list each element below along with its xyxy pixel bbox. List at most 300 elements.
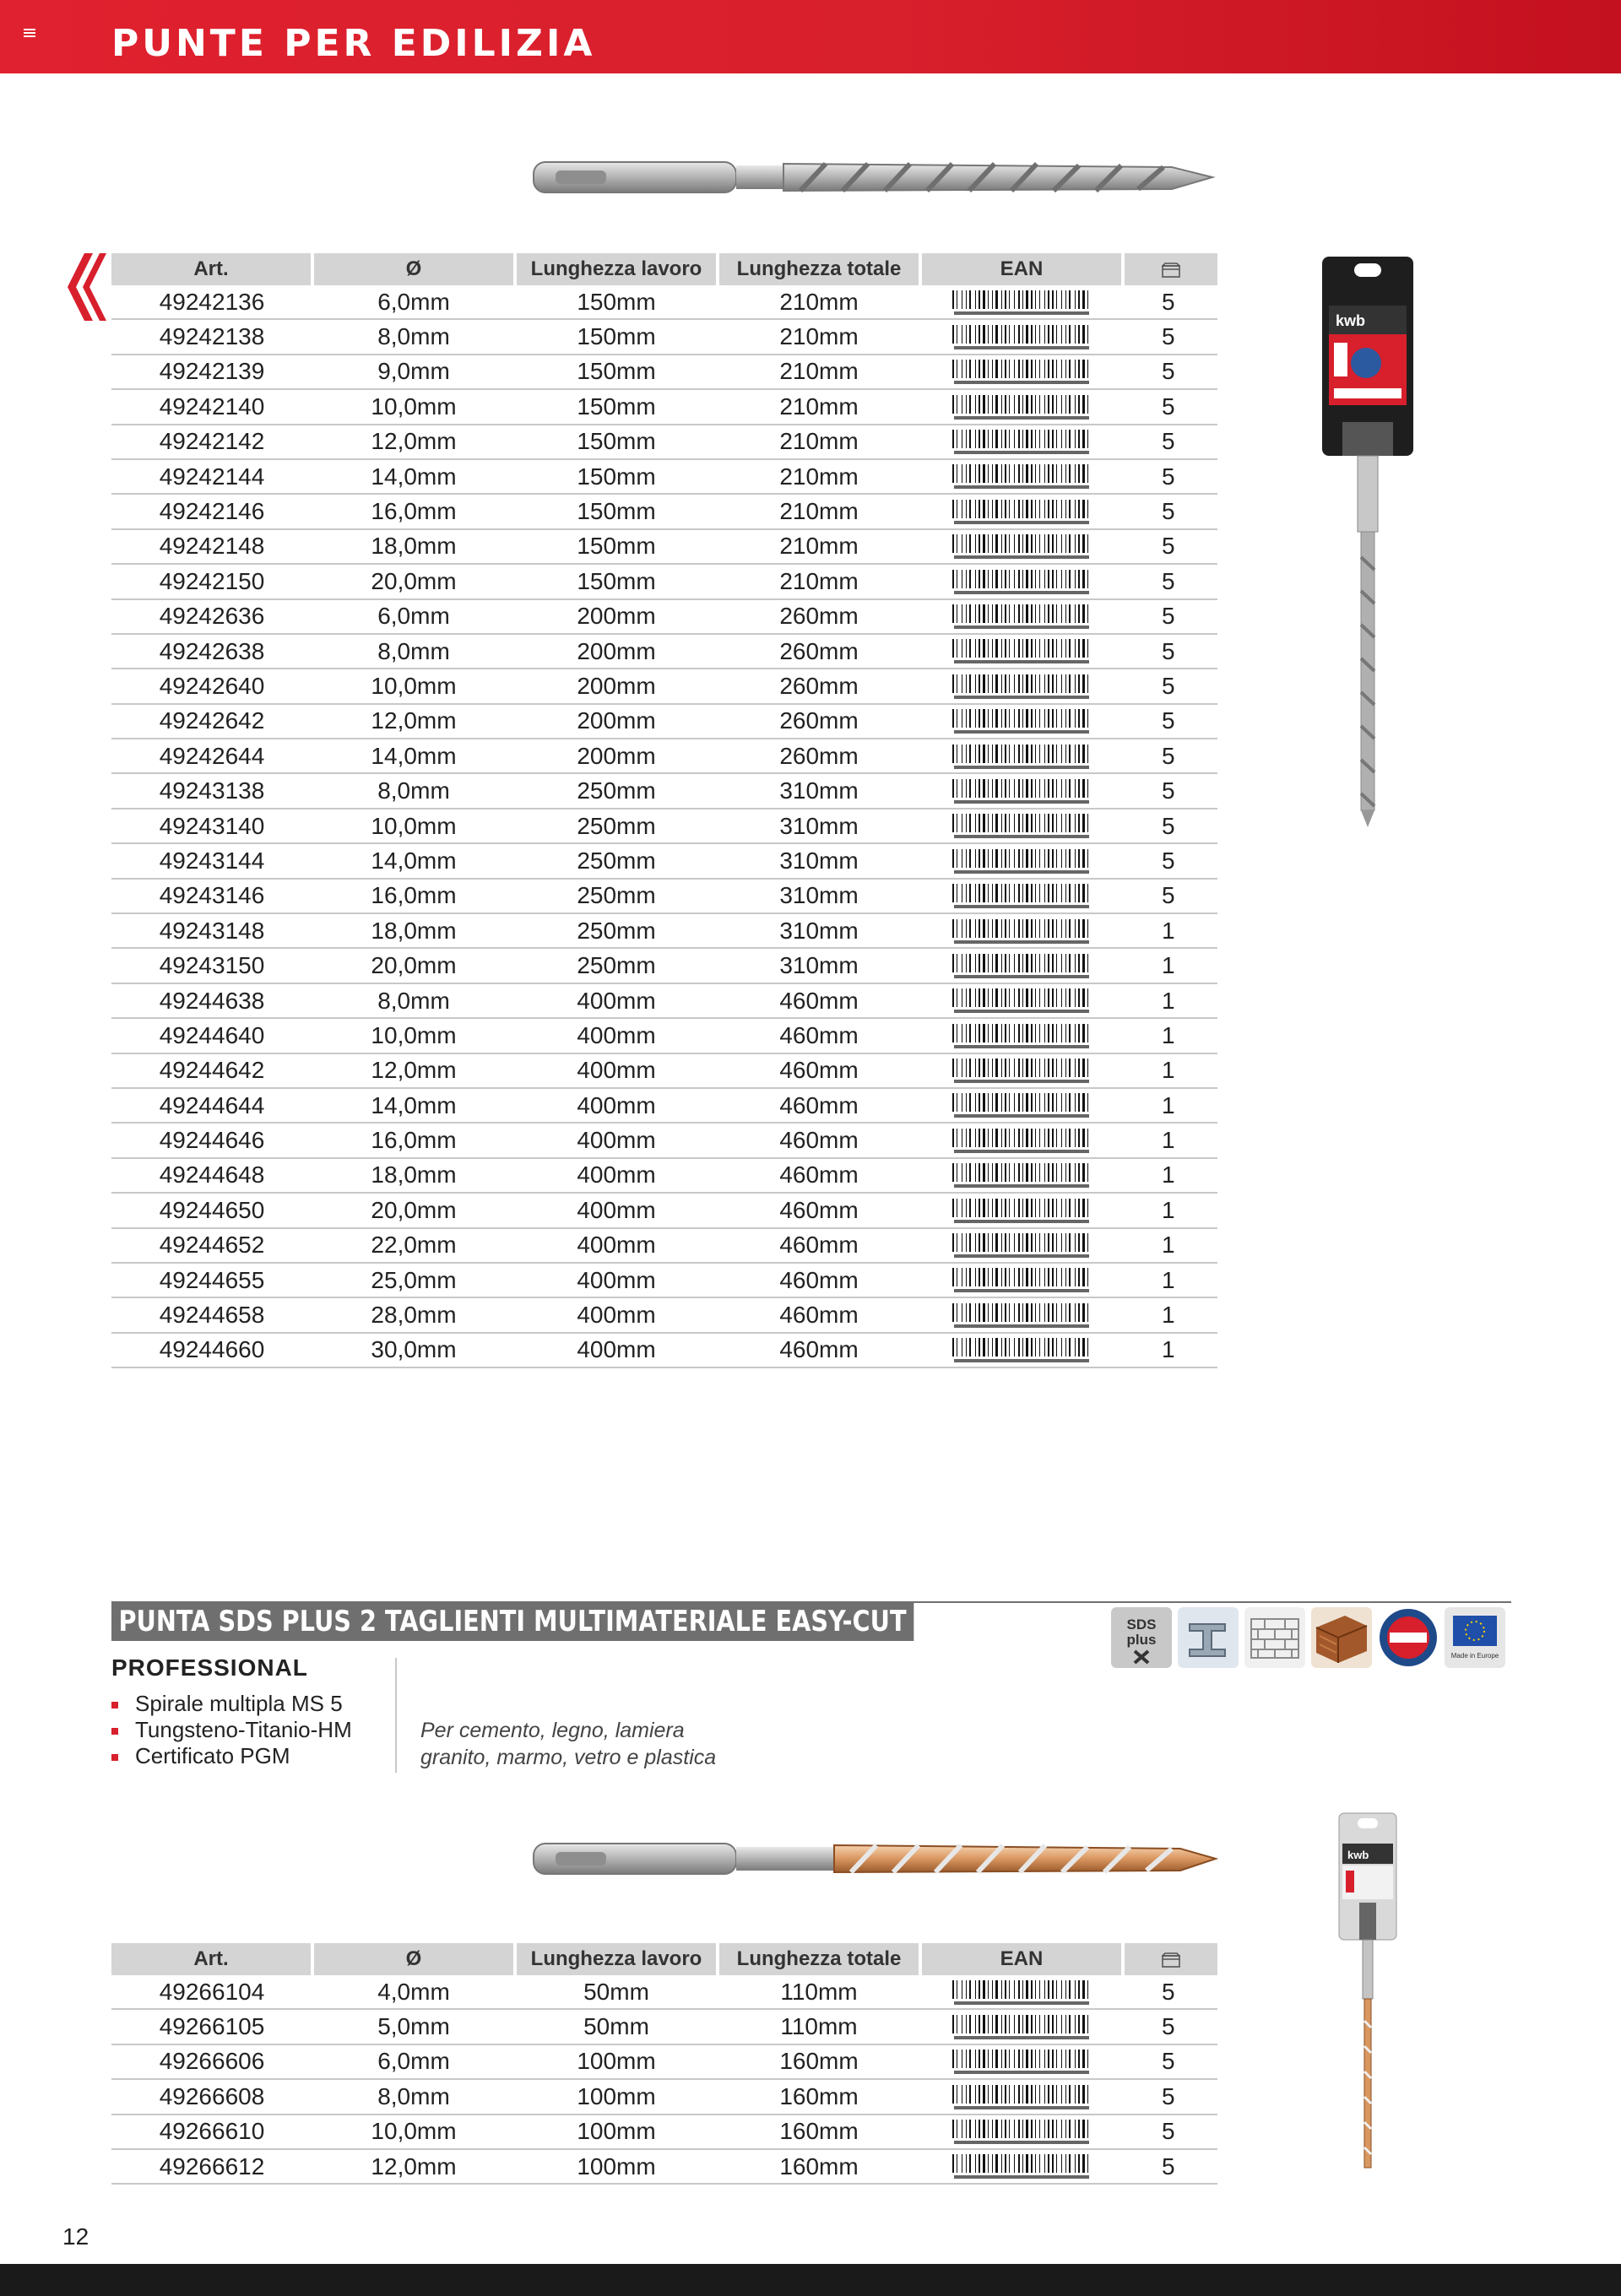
cell-working-length: 100mm	[515, 2079, 718, 2114]
cell-diameter: 16,0mm	[312, 1123, 515, 1157]
table-row	[111, 948, 1217, 983]
cell-working-length: 150mm	[515, 355, 718, 389]
barcode-icon	[951, 429, 1092, 456]
barcode-icon	[951, 324, 1092, 351]
cell-ean	[920, 319, 1123, 354]
table-row	[111, 2044, 1217, 2079]
cell-ean	[920, 529, 1123, 564]
cell-working-length: 400mm	[515, 1018, 718, 1053]
cell-total-length: 310mm	[718, 913, 920, 948]
cell-package-qty: 5	[1123, 879, 1217, 913]
barcode-icon	[951, 533, 1092, 560]
table-row	[111, 599, 1217, 634]
usage-text	[420, 1717, 716, 1771]
cell-ean	[920, 1333, 1123, 1367]
product-package-image	[1317, 253, 1418, 836]
cell-working-length: 400mm	[515, 983, 718, 1018]
cell-ean	[920, 773, 1123, 808]
cell-ean	[920, 2149, 1123, 2184]
cell-ean	[920, 669, 1123, 703]
cell-art: 49242144	[111, 459, 312, 494]
table-row	[111, 1333, 1217, 1367]
cell-package-qty: 5	[1123, 1975, 1217, 2009]
table-row	[111, 2009, 1217, 2044]
barcode-icon	[951, 988, 1092, 1015]
footer-bar	[0, 2264, 1621, 2296]
table-row	[111, 634, 1217, 669]
cell-art: 49243138	[111, 773, 312, 808]
feature-item: Spirale multipla MS 5	[111, 1691, 352, 1717]
cell-diameter: 14,0mm	[312, 459, 515, 494]
cell-diameter: 8,0mm	[312, 2079, 515, 2114]
table-row	[111, 809, 1217, 843]
barcode-icon	[951, 290, 1092, 317]
cell-package-qty: 5	[1123, 564, 1217, 598]
cell-ean	[920, 1975, 1123, 2009]
cell-total-length: 210mm	[718, 425, 920, 459]
cell-diameter: 30,0mm	[312, 1333, 515, 1367]
cell-package-qty: 5	[1123, 2009, 1217, 2044]
cell-diameter: 18,0mm	[312, 529, 515, 564]
table-row	[111, 1975, 1217, 2009]
cell-package-qty: 5	[1123, 355, 1217, 389]
cell-art: 49266606	[111, 2044, 312, 2079]
cell-diameter: 10,0mm	[312, 1018, 515, 1053]
cell-ean	[920, 739, 1123, 773]
cell-art: 49244650	[111, 1193, 312, 1227]
cell-working-length: 150mm	[515, 459, 718, 494]
cell-art: 49242640	[111, 669, 312, 703]
barcode-icon	[951, 1128, 1092, 1155]
cell-package-qty: 5	[1123, 425, 1217, 459]
cell-ean	[920, 425, 1123, 459]
cell-working-length: 200mm	[515, 739, 718, 773]
cell-working-length: 400mm	[515, 1053, 718, 1088]
cell-working-length: 250mm	[515, 809, 718, 843]
cell-ean	[920, 1158, 1123, 1193]
barcode-icon	[951, 1979, 1092, 2006]
section-title: PUNTA SDS PLUS 2 TAGLIENTI MULTIMATERIALE EASY-CUT	[111, 1602, 914, 1641]
cell-diameter: 10,0mm	[312, 809, 515, 843]
cell-working-length: 400mm	[515, 1263, 718, 1297]
table-row	[111, 529, 1217, 564]
cell-package-qty: 1	[1123, 1333, 1217, 1367]
col-header-total-length: Lunghezza totale	[718, 253, 920, 285]
barcode-icon	[951, 638, 1092, 665]
col-header-working-length: Lunghezza lavoro	[515, 1943, 718, 1975]
cell-total-length: 160mm	[718, 2115, 920, 2149]
eu-flag-icon	[1445, 1607, 1505, 1668]
cell-diameter: 6,0mm	[312, 285, 515, 319]
barcode-icon	[951, 569, 1092, 596]
cell-art: 49242140	[111, 389, 312, 424]
cell-diameter: 14,0mm	[312, 1088, 515, 1123]
cell-total-length: 210mm	[718, 319, 920, 354]
cell-art: 49244658	[111, 1297, 312, 1332]
cell-working-length: 100mm	[515, 2044, 718, 2079]
barcode-icon	[951, 918, 1092, 945]
barcode-icon	[951, 394, 1092, 421]
drill-bit-image	[530, 150, 1219, 204]
cell-ean	[920, 1088, 1123, 1123]
cell-art: 49244642	[111, 1053, 312, 1088]
cell-diameter: 12,0mm	[312, 2149, 515, 2184]
col-header-ean: EAN	[920, 253, 1123, 285]
svg-text:Made in Europe: Made in Europe	[1450, 1652, 1499, 1660]
cell-package-qty: 5	[1123, 2044, 1217, 2079]
cell-working-length: 400mm	[515, 1297, 718, 1332]
cell-package-qty: 5	[1123, 739, 1217, 773]
cell-working-length: 250mm	[515, 879, 718, 913]
cell-ean	[920, 355, 1123, 389]
cell-ean	[920, 1053, 1123, 1088]
cell-art: 49266612	[111, 2149, 312, 2184]
cell-package-qty: 5	[1123, 2115, 1217, 2149]
cell-art: 49244648	[111, 1158, 312, 1193]
cell-art: 49244644	[111, 1088, 312, 1123]
barcode-icon	[951, 813, 1092, 840]
cell-total-length: 210mm	[718, 529, 920, 564]
cell-ean	[920, 704, 1123, 739]
barcode-icon	[951, 1023, 1092, 1050]
product-package-image	[1334, 1810, 1401, 2181]
cell-art: 49242148	[111, 529, 312, 564]
table-row	[111, 879, 1217, 913]
table-row	[111, 1158, 1217, 1193]
cell-ean	[920, 634, 1123, 669]
svg-text:SDS: SDS	[1126, 1616, 1157, 1633]
cell-diameter: 20,0mm	[312, 948, 515, 983]
cell-art: 49242638	[111, 634, 312, 669]
cell-ean	[920, 809, 1123, 843]
cell-art: 49243148	[111, 913, 312, 948]
cell-total-length: 160mm	[718, 2149, 920, 2184]
barcode-icon	[951, 2049, 1092, 2076]
table-row	[111, 773, 1217, 808]
cell-diameter: 10,0mm	[312, 669, 515, 703]
cell-package-qty: 5	[1123, 285, 1217, 319]
cell-working-length: 250mm	[515, 913, 718, 948]
cell-diameter: 16,0mm	[312, 879, 515, 913]
table-row	[111, 2079, 1217, 2114]
cell-working-length: 400mm	[515, 1333, 718, 1367]
barcode-icon	[951, 744, 1092, 771]
cell-art: 49243140	[111, 809, 312, 843]
cell-working-length: 250mm	[515, 948, 718, 983]
cell-working-length: 400mm	[515, 1193, 718, 1227]
cell-diameter: 18,0mm	[312, 913, 515, 948]
cell-total-length: 210mm	[718, 494, 920, 528]
cell-working-length: 200mm	[515, 704, 718, 739]
cell-total-length: 460mm	[718, 1088, 920, 1123]
table-row	[111, 669, 1217, 703]
cell-total-length: 310mm	[718, 773, 920, 808]
cell-diameter: 10,0mm	[312, 389, 515, 424]
cell-art: 49242138	[111, 319, 312, 354]
barcode-icon	[951, 1092, 1092, 1119]
cell-ean	[920, 599, 1123, 634]
feature-list	[111, 1691, 352, 1769]
cell-diameter: 12,0mm	[312, 1053, 515, 1088]
col-header-art: Art.	[111, 1943, 312, 1975]
cell-total-length: 460mm	[718, 1123, 920, 1157]
cell-ean	[920, 459, 1123, 494]
cell-art: 49242146	[111, 494, 312, 528]
cell-total-length: 310mm	[718, 843, 920, 878]
col-header-art: Art.	[111, 253, 312, 285]
spec-table-1	[111, 253, 1217, 1368]
cell-working-length: 400mm	[515, 1123, 718, 1157]
cell-art: 49243144	[111, 843, 312, 878]
cell-diameter: 12,0mm	[312, 704, 515, 739]
barcode-icon	[951, 1058, 1092, 1085]
cell-total-length: 460mm	[718, 1297, 920, 1332]
cell-package-qty: 5	[1123, 459, 1217, 494]
table-row	[111, 1297, 1217, 1332]
cell-total-length: 110mm	[718, 1975, 920, 2009]
cell-working-length: 150mm	[515, 285, 718, 319]
cell-diameter: 14,0mm	[312, 843, 515, 878]
barcode-icon	[951, 2153, 1092, 2180]
cell-package-qty: 1	[1123, 1193, 1217, 1227]
cell-package-qty: 5	[1123, 319, 1217, 354]
package-icon	[1162, 263, 1180, 278]
cell-ean	[920, 1193, 1123, 1227]
cell-ean	[920, 1228, 1123, 1263]
cell-working-length: 150mm	[515, 425, 718, 459]
cell-art: 49266104	[111, 1975, 312, 2009]
cell-package-qty: 1	[1123, 1018, 1217, 1053]
cell-art: 49242642	[111, 704, 312, 739]
col-header-working-length: Lunghezza lavoro	[515, 253, 718, 285]
cell-diameter: 6,0mm	[312, 2044, 515, 2079]
cell-ean	[920, 564, 1123, 598]
cell-package-qty: 1	[1123, 948, 1217, 983]
barcode-icon	[951, 2084, 1092, 2111]
cell-ean	[920, 2115, 1123, 2149]
cell-package-qty: 5	[1123, 843, 1217, 878]
table-row	[111, 564, 1217, 598]
cell-ean	[920, 1263, 1123, 1297]
table-row	[111, 2115, 1217, 2149]
brick-icon	[1244, 1607, 1305, 1668]
cell-total-length: 160mm	[718, 2079, 920, 2114]
table-row	[111, 739, 1217, 773]
cell-total-length: 460mm	[718, 1228, 920, 1263]
cell-total-length: 460mm	[718, 1158, 920, 1193]
cell-total-length: 210mm	[718, 459, 920, 494]
barcode-icon	[951, 1302, 1092, 1329]
cell-total-length: 160mm	[718, 2044, 920, 2079]
barcode-icon	[951, 953, 1092, 980]
cell-diameter: 6,0mm	[312, 599, 515, 634]
cell-total-length: 460mm	[718, 1333, 920, 1367]
cell-ean	[920, 948, 1123, 983]
table-row	[111, 1263, 1217, 1297]
cell-package-qty: 1	[1123, 1263, 1217, 1297]
col-header-ean: EAN	[920, 1943, 1123, 1975]
cell-package-qty: 1	[1123, 913, 1217, 948]
table-header-row	[111, 1943, 1217, 1975]
cell-art: 49266608	[111, 2079, 312, 2114]
barcode-icon	[951, 499, 1092, 526]
metal-icon	[1178, 1607, 1239, 1668]
cell-diameter: 25,0mm	[312, 1263, 515, 1297]
cell-art: 49242139	[111, 355, 312, 389]
page-number: 12	[62, 2223, 89, 2250]
cell-package-qty: 5	[1123, 2079, 1217, 2114]
cell-working-length: 100mm	[515, 2115, 718, 2149]
cell-art: 49244646	[111, 1123, 312, 1157]
cell-diameter: 8,0mm	[312, 773, 515, 808]
cell-diameter: 14,0mm	[312, 739, 515, 773]
cell-art: 49244660	[111, 1333, 312, 1367]
barcode-icon	[951, 463, 1092, 490]
cell-working-length: 150mm	[515, 389, 718, 424]
cell-package-qty: 1	[1123, 1123, 1217, 1157]
chevron-left-icon	[59, 253, 106, 321]
cell-package-qty: 5	[1123, 634, 1217, 669]
cell-package-qty: 5	[1123, 669, 1217, 703]
cell-package-qty: 5	[1123, 529, 1217, 564]
feature-item: Certificato PGM	[111, 1743, 352, 1769]
cell-ean	[920, 1297, 1123, 1332]
barcode-icon	[951, 778, 1092, 805]
cell-diameter: 8,0mm	[312, 983, 515, 1018]
cell-package-qty: 5	[1123, 2149, 1217, 2184]
cell-total-length: 210mm	[718, 285, 920, 319]
page-title: PUNTE PER EDILIZIA	[111, 22, 596, 65]
cell-working-length: 400mm	[515, 1228, 718, 1263]
cell-total-length: 460mm	[718, 1018, 920, 1053]
cell-working-length: 150mm	[515, 319, 718, 354]
cell-art: 49242636	[111, 599, 312, 634]
barcode-icon	[951, 1267, 1092, 1294]
cell-package-qty: 1	[1123, 1228, 1217, 1263]
cell-art: 49244640	[111, 1018, 312, 1053]
table-row	[111, 319, 1217, 354]
barcode-icon	[951, 1198, 1092, 1225]
cell-art: 49266610	[111, 2115, 312, 2149]
cell-diameter: 20,0mm	[312, 564, 515, 598]
barcode-icon	[951, 2014, 1092, 2041]
cell-ean	[920, 285, 1123, 319]
cell-package-qty: 5	[1123, 389, 1217, 424]
barcode-icon	[951, 1337, 1092, 1364]
cell-ean	[920, 1123, 1123, 1157]
table-row	[111, 425, 1217, 459]
cell-total-length: 260mm	[718, 704, 920, 739]
cell-ean	[920, 2009, 1123, 2044]
cell-total-length: 460mm	[718, 1053, 920, 1088]
cell-diameter: 5,0mm	[312, 2009, 515, 2044]
table-row	[111, 355, 1217, 389]
cell-working-length: 250mm	[515, 843, 718, 878]
cell-art: 49244652	[111, 1228, 312, 1263]
cell-total-length: 260mm	[718, 739, 920, 773]
cell-ean	[920, 494, 1123, 528]
table-row	[111, 1193, 1217, 1227]
cell-ean	[920, 389, 1123, 424]
cell-package-qty: 1	[1123, 1053, 1217, 1088]
svg-text:kwb: kwb	[1347, 1849, 1369, 1861]
table-row	[111, 1018, 1217, 1053]
cell-working-length: 50mm	[515, 1975, 718, 2009]
cell-ean	[920, 913, 1123, 948]
cell-package-qty: 5	[1123, 773, 1217, 808]
barcode-icon	[951, 1232, 1092, 1259]
cell-package-qty: 1	[1123, 983, 1217, 1018]
cell-total-length: 210mm	[718, 564, 920, 598]
package-icon	[1162, 1952, 1180, 1968]
col-header-diameter: Ø	[312, 253, 515, 285]
cell-diameter: 9,0mm	[312, 355, 515, 389]
cell-diameter: 8,0mm	[312, 634, 515, 669]
usage-line: granito, marmo, vetro e plastica	[420, 1746, 717, 1769]
cell-art: 49242644	[111, 739, 312, 773]
table-row	[111, 1053, 1217, 1088]
barcode-icon	[951, 674, 1092, 701]
cell-total-length: 310mm	[718, 948, 920, 983]
cell-working-length: 250mm	[515, 773, 718, 808]
cell-ean	[920, 983, 1123, 1018]
cell-package-qty: 1	[1123, 1088, 1217, 1123]
cell-working-length: 150mm	[515, 564, 718, 598]
cell-working-length: 400mm	[515, 1158, 718, 1193]
table-row	[111, 2149, 1217, 2184]
cell-package-qty: 5	[1123, 809, 1217, 843]
cell-total-length: 260mm	[718, 634, 920, 669]
cell-diameter: 22,0mm	[312, 1228, 515, 1263]
cell-working-length: 50mm	[515, 2009, 718, 2044]
table-row	[111, 1088, 1217, 1123]
wood-icon	[1311, 1607, 1372, 1668]
table-row	[111, 389, 1217, 424]
cell-working-length: 200mm	[515, 634, 718, 669]
barcode-icon	[951, 359, 1092, 386]
table-row	[111, 983, 1217, 1018]
barcode-icon	[951, 708, 1092, 735]
cell-ean	[920, 2079, 1123, 2114]
svg-text:plus: plus	[1126, 1632, 1157, 1648]
menu-icon[interactable]	[24, 29, 35, 39]
cell-total-length: 310mm	[718, 879, 920, 913]
col-header-diameter: Ø	[312, 1943, 515, 1975]
cell-ean	[920, 879, 1123, 913]
cell-package-qty: 1	[1123, 1158, 1217, 1193]
cell-ean	[920, 1018, 1123, 1053]
safety-badge-icon	[1378, 1607, 1439, 1668]
feature-item: Tungsteno-Titanio-HM	[111, 1717, 352, 1743]
col-header-package	[1123, 1943, 1217, 1975]
table-row	[111, 913, 1217, 948]
cell-art: 49242142	[111, 425, 312, 459]
cell-diameter: 8,0mm	[312, 319, 515, 354]
cell-total-length: 110mm	[718, 2009, 920, 2044]
cell-working-length: 400mm	[515, 1088, 718, 1123]
sds-plus-icon	[1111, 1607, 1172, 1668]
cell-art: 49243150	[111, 948, 312, 983]
cell-working-length: 200mm	[515, 669, 718, 703]
cell-working-length: 100mm	[515, 2149, 718, 2184]
divider	[395, 1658, 397, 1773]
table-header-row	[111, 253, 1217, 285]
table-row	[111, 704, 1217, 739]
cell-art: 49243146	[111, 879, 312, 913]
cell-diameter: 20,0mm	[312, 1193, 515, 1227]
cell-working-length: 200mm	[515, 599, 718, 634]
cell-diameter: 4,0mm	[312, 1975, 515, 2009]
